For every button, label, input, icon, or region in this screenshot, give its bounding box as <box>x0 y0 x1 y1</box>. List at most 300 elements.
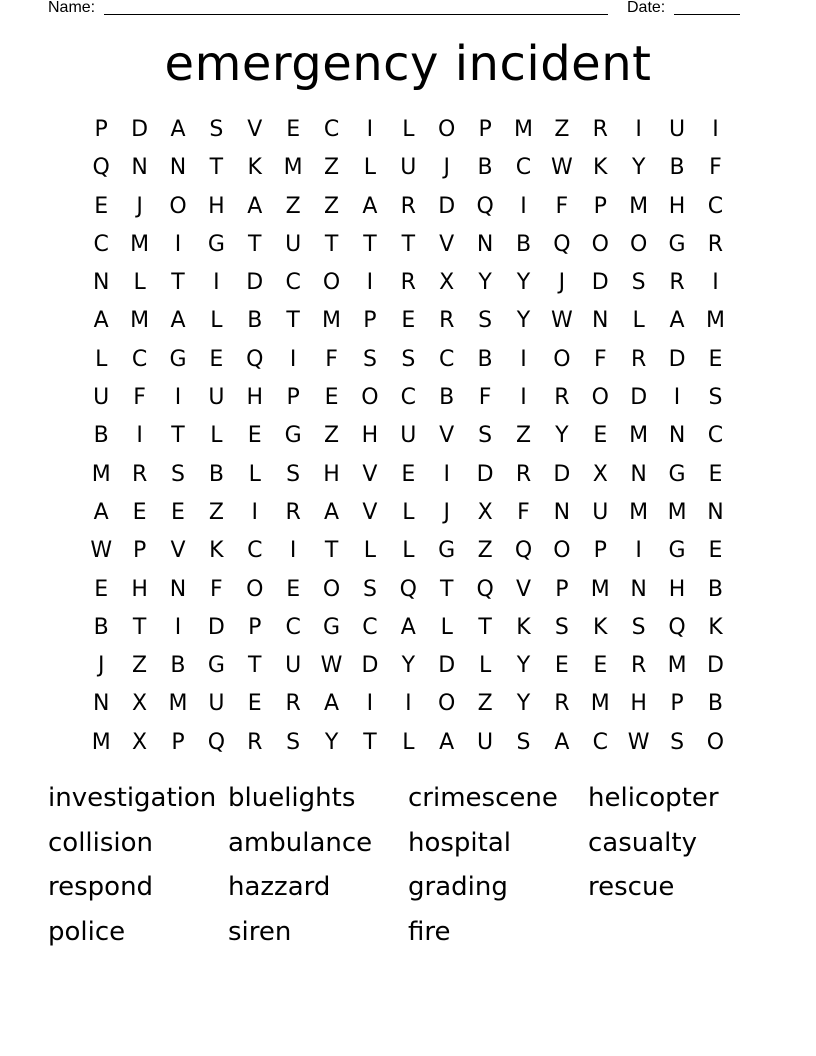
grid-cell[interactable]: B <box>477 346 493 372</box>
grid-cell[interactable]: X <box>132 691 148 717</box>
grid-cell[interactable]: O <box>169 193 187 219</box>
grid-cell[interactable]: D <box>553 461 571 487</box>
grid-cell[interactable]: I <box>174 231 182 257</box>
grid-cell[interactable]: S <box>631 614 646 640</box>
grid-cell[interactable]: C <box>131 346 148 372</box>
grid-cell[interactable]: R <box>592 117 608 142</box>
grid-cell[interactable]: V <box>247 117 263 142</box>
grid-cell[interactable]: N <box>630 461 647 487</box>
grid-cell[interactable]: Q <box>399 576 417 602</box>
grid-cell[interactable]: T <box>324 231 339 257</box>
grid-cell[interactable]: M <box>514 117 533 142</box>
grid-cell[interactable]: V <box>362 499 378 525</box>
grid-cell[interactable]: H <box>668 193 686 219</box>
grid-cell[interactable]: V <box>439 231 455 257</box>
grid-cell[interactable]: J <box>136 193 143 219</box>
grid-cell[interactable]: A <box>170 308 186 334</box>
grid-cell[interactable]: G <box>438 538 456 564</box>
grid-cell[interactable]: O <box>322 270 341 296</box>
grid-cell[interactable]: A <box>324 499 340 525</box>
grid-cell[interactable]: S <box>708 385 723 411</box>
grid-cell[interactable]: A <box>362 193 378 219</box>
grid-cell[interactable]: D <box>668 346 686 372</box>
grid-cell[interactable]: I <box>289 346 297 372</box>
grid-row <box>82 264 735 302</box>
grid-cell[interactable]: Y <box>516 270 531 296</box>
grid-cell[interactable]: F <box>325 346 338 372</box>
grid-cell[interactable]: O <box>591 385 609 411</box>
grid-cell[interactable]: V <box>439 423 455 449</box>
grid-cell[interactable]: R <box>707 231 724 257</box>
grid-cell[interactable]: Y <box>401 653 416 679</box>
grid-cell[interactable]: M <box>130 231 150 257</box>
grid-cell[interactable]: F <box>210 576 223 602</box>
grid-cell[interactable]: I <box>520 193 527 219</box>
grid-cell[interactable]: G <box>323 614 341 640</box>
grid-cell[interactable]: A <box>247 193 263 219</box>
grid-cell[interactable]: I <box>289 538 297 564</box>
grid-cell[interactable]: I <box>443 461 450 487</box>
grid-cell[interactable]: O <box>361 385 379 411</box>
grid-cell[interactable]: I <box>174 614 182 640</box>
grid-cell[interactable]: M <box>705 308 725 334</box>
grid-cell[interactable]: K <box>708 614 723 640</box>
grid-cell[interactable]: F <box>517 499 530 525</box>
grid-cell[interactable]: T <box>171 423 185 449</box>
grid-cell[interactable]: T <box>132 614 147 640</box>
grid-cell[interactable]: P <box>171 729 185 755</box>
grid-cell[interactable]: X <box>592 461 608 487</box>
grid-cell[interactable]: C <box>400 385 416 411</box>
grid-cell[interactable]: U <box>400 423 417 449</box>
grid-cell[interactable]: A <box>439 729 455 755</box>
grid-cell[interactable]: O <box>246 576 264 602</box>
grid-cell[interactable]: M <box>629 423 649 449</box>
grid-cell[interactable]: L <box>402 117 415 142</box>
grid-cell[interactable]: X <box>132 729 148 755</box>
grid-cell[interactable]: Z <box>554 117 570 142</box>
grid-cell[interactable]: Q <box>553 231 571 257</box>
grid-cell[interactable]: Y <box>516 691 531 717</box>
grid-cell[interactable]: M <box>130 308 150 334</box>
grid-cell[interactable]: S <box>554 614 569 640</box>
grid-cell[interactable]: L <box>363 155 377 181</box>
grid-cell[interactable]: I <box>712 117 719 142</box>
grid-cell[interactable]: E <box>94 576 109 602</box>
grid-cell[interactable]: M <box>283 155 303 181</box>
grid-cell[interactable]: Q <box>207 729 226 755</box>
grid-cell[interactable]: F <box>593 346 607 372</box>
grid-cell[interactable]: C <box>285 614 301 640</box>
grid-cell[interactable]: R <box>515 461 532 487</box>
grid-cell[interactable]: K <box>209 538 224 564</box>
grid-cell[interactable]: U <box>285 653 302 679</box>
grid-cell[interactable]: M <box>322 308 342 334</box>
grid-cell[interactable]: D <box>131 117 149 142</box>
grid-cell[interactable]: T <box>171 270 185 296</box>
grid-cell[interactable]: U <box>400 155 417 181</box>
grid-cell[interactable]: Z <box>285 193 301 219</box>
grid-cell[interactable]: O <box>438 691 456 717</box>
grid-cell[interactable]: I <box>174 385 182 411</box>
grid-cell[interactable]: Z <box>208 499 224 525</box>
grid-cell[interactable]: A <box>93 499 109 525</box>
grid-cell[interactable]: M <box>667 653 687 679</box>
grid-cell[interactable]: R <box>285 499 301 525</box>
grid-cell[interactable]: G <box>284 423 302 449</box>
grid-cell[interactable]: N <box>169 155 187 181</box>
grid-cell[interactable]: D <box>706 653 724 679</box>
grid-cell[interactable]: L <box>210 308 223 334</box>
grid-cell[interactable]: S <box>209 117 224 142</box>
grid-cell[interactable]: A <box>324 691 340 717</box>
grid-cell[interactable]: Y <box>631 155 646 181</box>
grid-cell[interactable]: E <box>401 308 416 334</box>
grid-cell[interactable]: A <box>669 308 685 334</box>
grid-cell[interactable]: A <box>400 614 416 640</box>
grid-cell[interactable]: Q <box>92 155 110 181</box>
grid-cell[interactable]: U <box>669 117 686 142</box>
grid-cell[interactable]: S <box>362 346 377 372</box>
grid-cell[interactable]: R <box>400 193 416 219</box>
grid-cell[interactable]: U <box>208 385 225 411</box>
grid-cell[interactable]: U <box>477 729 494 755</box>
grid-cell[interactable]: L <box>478 653 492 679</box>
grid-cell[interactable]: T <box>248 231 262 257</box>
grid-cell[interactable]: R <box>554 691 570 717</box>
grid-cell[interactable]: H <box>668 576 686 602</box>
name-blank-line[interactable] <box>104 14 608 15</box>
grid-cell[interactable]: B <box>93 614 109 640</box>
grid-cell[interactable]: H <box>208 193 225 219</box>
word-bank <box>48 778 768 957</box>
grid-cell[interactable]: O <box>322 576 341 602</box>
grid-cell[interactable]: W <box>551 155 573 181</box>
grid-cell[interactable]: R <box>247 729 263 755</box>
grid-cell[interactable]: I <box>520 346 527 372</box>
grid-cell[interactable]: H <box>323 461 340 487</box>
grid-cell[interactable]: E <box>247 423 262 449</box>
word-bank-item: police <box>48 917 126 948</box>
grid-cell[interactable]: E <box>209 346 224 372</box>
grid-cell[interactable]: B <box>247 308 263 334</box>
grid-cell[interactable]: Z <box>515 423 532 449</box>
grid-cell[interactable]: N <box>169 576 187 602</box>
grid-cell[interactable]: L <box>402 729 415 755</box>
grid-cell[interactable]: T <box>286 308 300 334</box>
grid-cell[interactable]: B <box>477 155 493 181</box>
grid-cell[interactable]: Q <box>246 346 264 372</box>
grid-cell[interactable]: P <box>248 614 262 640</box>
grid-cell[interactable]: W <box>90 538 113 564</box>
grid-cell[interactable]: B <box>669 155 685 181</box>
grid-cell[interactable]: C <box>285 270 301 296</box>
grid-cell[interactable]: O <box>553 346 571 372</box>
grid-cell[interactable]: E <box>708 346 723 372</box>
grid-cell[interactable]: W <box>551 308 573 334</box>
grid-cell[interactable]: S <box>362 576 377 602</box>
grid-cell[interactable]: Z <box>324 193 340 219</box>
grid-cell[interactable]: L <box>440 614 453 640</box>
grid-cell[interactable]: L <box>248 461 261 487</box>
grid-cell[interactable]: C <box>247 538 263 564</box>
grid-cell[interactable]: N <box>476 231 494 257</box>
grid-cell[interactable]: S <box>670 729 685 755</box>
grid-cell[interactable]: G <box>668 538 686 564</box>
grid-cell[interactable]: L <box>133 270 146 296</box>
grid-cell[interactable]: G <box>207 653 225 679</box>
grid-cell[interactable]: A <box>554 729 570 755</box>
grid-cell[interactable]: I <box>366 691 374 717</box>
grid-cell[interactable]: N <box>707 499 724 525</box>
grid-cell[interactable]: C <box>362 614 378 640</box>
grid-cell[interactable]: D <box>438 193 456 219</box>
grid-cell[interactable]: G <box>169 346 187 372</box>
grid-cell[interactable]: U <box>592 499 609 525</box>
grid-cell[interactable]: T <box>439 576 454 602</box>
grid-cell[interactable]: H <box>630 691 647 717</box>
grid-cell[interactable]: Z <box>477 691 493 717</box>
grid-cell[interactable]: P <box>132 538 147 564</box>
grid-cell[interactable]: F <box>133 385 146 411</box>
grid-cell[interactable]: E <box>286 576 301 602</box>
grid-cell[interactable]: L <box>95 346 108 372</box>
grid-cell[interactable]: Q <box>476 193 494 219</box>
grid-cell[interactable]: E <box>132 499 147 525</box>
grid-cell[interactable]: K <box>247 155 262 181</box>
grid-cell[interactable]: E <box>708 461 723 487</box>
grid-cell[interactable]: O <box>553 538 571 564</box>
grid-cell[interactable]: I <box>712 270 719 296</box>
grid-cell[interactable]: E <box>554 653 569 679</box>
grid-cell[interactable]: M <box>91 729 111 755</box>
grid-cell[interactable]: S <box>401 346 416 372</box>
grid-cell[interactable]: O <box>438 117 456 142</box>
grid-cell[interactable]: J <box>443 499 450 525</box>
grid-cell[interactable]: B <box>707 576 723 602</box>
grid-cell[interactable]: R <box>400 270 416 296</box>
grid-cell[interactable]: I <box>635 117 642 142</box>
grid-cell[interactable]: A <box>93 308 109 334</box>
grid-cell[interactable]: I <box>635 538 642 564</box>
grid-cell[interactable]: O <box>591 231 609 257</box>
grid-cell[interactable]: W <box>320 653 343 679</box>
grid-cell[interactable]: Q <box>476 576 494 602</box>
grid-cell[interactable]: O <box>630 231 648 257</box>
grid-cell[interactable]: I <box>251 499 258 525</box>
grid-cell[interactable]: N <box>553 499 571 525</box>
grid-cell[interactable]: G <box>668 461 686 487</box>
grid-cell[interactable]: L <box>210 423 223 449</box>
grid-cell[interactable]: M <box>91 461 111 487</box>
grid-cell[interactable]: B <box>170 653 186 679</box>
grid-cell[interactable]: E <box>171 499 185 525</box>
grid-cell[interactable]: I <box>136 423 143 449</box>
grid-cell[interactable]: J <box>558 270 566 296</box>
grid-cell[interactable]: B <box>208 461 224 487</box>
grid-cell[interactable]: T <box>363 231 377 257</box>
grid-cell[interactable]: N <box>668 423 686 449</box>
grid-cell[interactable]: B <box>707 691 723 717</box>
grid-cell[interactable]: Z <box>477 538 493 564</box>
grid-cell[interactable]: Z <box>324 423 340 449</box>
grid-cell[interactable]: R <box>285 691 301 717</box>
grid-cell[interactable]: C <box>515 155 532 181</box>
grid-cell[interactable]: H <box>246 385 264 411</box>
grid-cell[interactable]: L <box>363 538 377 564</box>
grid-cell[interactable]: N <box>630 576 647 602</box>
grid-cell[interactable]: R <box>131 461 148 487</box>
grid-cell[interactable]: I <box>213 270 220 296</box>
grid-cell[interactable]: M <box>590 691 610 717</box>
grid-cell[interactable]: M <box>168 691 188 717</box>
grid-cell[interactable]: V <box>170 538 186 564</box>
grid-cell[interactable]: Y <box>555 423 569 449</box>
grid-cell[interactable]: Y <box>478 270 492 296</box>
grid-cell[interactable]: R <box>631 346 647 372</box>
grid-cell[interactable]: Q <box>668 614 686 640</box>
grid-cell[interactable]: R <box>669 270 685 296</box>
grid-cell[interactable]: U <box>93 385 110 411</box>
grid-cell[interactable]: F <box>478 385 492 411</box>
grid-cell[interactable]: T <box>324 538 339 564</box>
grid-cell[interactable]: F <box>709 155 722 181</box>
grid-cell[interactable]: C <box>592 729 608 755</box>
grid-cell[interactable]: I <box>366 270 374 296</box>
grid-cell[interactable]: T <box>478 614 492 640</box>
grid-cell[interactable]: D <box>207 614 225 640</box>
grid-cell[interactable]: H <box>361 423 379 449</box>
grid-cell[interactable]: D <box>476 461 494 487</box>
grid-cell[interactable]: I <box>520 385 527 411</box>
grid-cell[interactable]: F <box>555 193 569 219</box>
grid-cell[interactable]: P <box>555 576 569 602</box>
grid-cell[interactable]: P <box>478 117 492 142</box>
grid-cell[interactable]: V <box>515 576 532 602</box>
grid-cell[interactable]: E <box>247 691 262 717</box>
grid-cell[interactable]: G <box>668 231 686 257</box>
grid-cell[interactable]: N <box>592 308 609 334</box>
grid-cell[interactable]: V <box>362 461 378 487</box>
grid-cell[interactable]: D <box>246 270 264 296</box>
grid-cell[interactable]: T <box>363 729 377 755</box>
grid-cell[interactable]: Y <box>516 653 531 679</box>
grid-cell[interactable]: D <box>438 653 456 679</box>
word-bank-item: hospital <box>408 827 512 858</box>
grid-cell[interactable]: D <box>361 653 379 679</box>
grid-cell[interactable]: T <box>209 155 224 181</box>
grid-cell[interactable]: O <box>706 729 725 755</box>
grid-row <box>82 647 735 685</box>
grid-cell[interactable]: U <box>285 231 302 257</box>
grid-cell[interactable]: E <box>286 117 301 142</box>
grid-cell[interactable]: K <box>593 614 608 640</box>
grid-row <box>82 341 735 379</box>
grid-cell[interactable]: X <box>477 499 493 525</box>
grid-cell[interactable]: H <box>131 576 148 602</box>
grid-cell[interactable]: A <box>170 117 186 142</box>
grid-cell[interactable]: M <box>590 576 610 602</box>
grid-cell[interactable]: P <box>286 385 300 411</box>
grid-cell[interactable]: I <box>673 385 681 411</box>
word-bank-item: crimescene <box>408 783 558 813</box>
grid-cell[interactable]: S <box>478 308 493 334</box>
grid-row <box>82 379 735 417</box>
grid-cell[interactable]: Z <box>324 155 340 181</box>
grid-cell[interactable]: B <box>439 385 455 411</box>
grid-cell[interactable]: U <box>208 691 225 717</box>
grid-cell[interactable]: S <box>170 461 185 487</box>
grid-cell[interactable]: P <box>94 117 108 142</box>
grid-cell[interactable]: C <box>439 346 455 372</box>
grid-cell[interactable]: C <box>93 231 109 257</box>
grid-cell[interactable]: E <box>401 461 416 487</box>
grid-cell[interactable]: Q <box>514 538 533 564</box>
grid-cell[interactable]: M <box>629 193 649 219</box>
grid-cell[interactable]: E <box>708 538 723 564</box>
grid-cell[interactable]: E <box>324 385 339 411</box>
grid-cell[interactable]: I <box>405 691 412 717</box>
grid-cell[interactable]: T <box>401 231 416 257</box>
grid-cell[interactable]: J <box>443 155 450 181</box>
grid-cell[interactable]: C <box>707 423 724 449</box>
grid-cell[interactable]: M <box>629 499 649 525</box>
grid-cell[interactable]: X <box>439 270 455 296</box>
grid-cell[interactable]: C <box>707 193 724 219</box>
grid-cell[interactable]: R <box>554 385 570 411</box>
grid-cell[interactable]: N <box>92 691 110 717</box>
grid-cell[interactable]: P <box>593 193 607 219</box>
grid-cell[interactable]: G <box>207 231 225 257</box>
grid-cell[interactable]: Z <box>132 653 148 679</box>
grid-cell[interactable]: L <box>402 499 415 525</box>
grid-cell[interactable]: S <box>478 423 493 449</box>
grid-cell[interactable]: T <box>248 653 262 679</box>
grid-cell[interactable]: I <box>366 117 374 142</box>
grid-cell[interactable]: W <box>627 729 650 755</box>
grid-cell[interactable]: P <box>593 538 607 564</box>
grid-cell[interactable]: N <box>92 270 110 296</box>
grid-cell[interactable]: R <box>439 308 455 334</box>
grid-cell[interactable]: S <box>516 729 531 755</box>
grid-cell[interactable]: K <box>516 614 531 640</box>
grid-cell[interactable]: C <box>323 117 340 142</box>
grid-cell[interactable]: Y <box>516 308 531 334</box>
grid-cell[interactable]: S <box>286 729 301 755</box>
word-bank-item: casualty <box>588 827 697 858</box>
grid-cell[interactable]: E <box>593 423 608 449</box>
date-blank-line[interactable] <box>674 14 740 15</box>
grid-cell[interactable]: D <box>630 385 648 411</box>
grid-cell[interactable]: L <box>632 308 645 334</box>
grid-cell[interactable]: M <box>667 499 687 525</box>
grid-cell[interactable]: S <box>286 461 301 487</box>
grid-cell[interactable]: P <box>670 691 684 717</box>
grid-cell[interactable]: Y <box>324 729 339 755</box>
grid-cell[interactable]: E <box>593 653 608 679</box>
grid-cell[interactable]: L <box>402 538 415 564</box>
grid-cell[interactable]: S <box>631 270 646 296</box>
grid-cell[interactable]: P <box>363 308 377 334</box>
grid-cell[interactable]: R <box>631 653 647 679</box>
grid-cell[interactable]: D <box>591 270 609 296</box>
grid-cell[interactable]: N <box>131 155 148 181</box>
grid-cell[interactable]: E <box>94 193 109 219</box>
grid-cell[interactable]: B <box>515 231 532 257</box>
grid-cell[interactable]: B <box>93 423 109 449</box>
grid-cell[interactable]: K <box>593 155 608 181</box>
grid-cell[interactable]: J <box>97 653 105 679</box>
